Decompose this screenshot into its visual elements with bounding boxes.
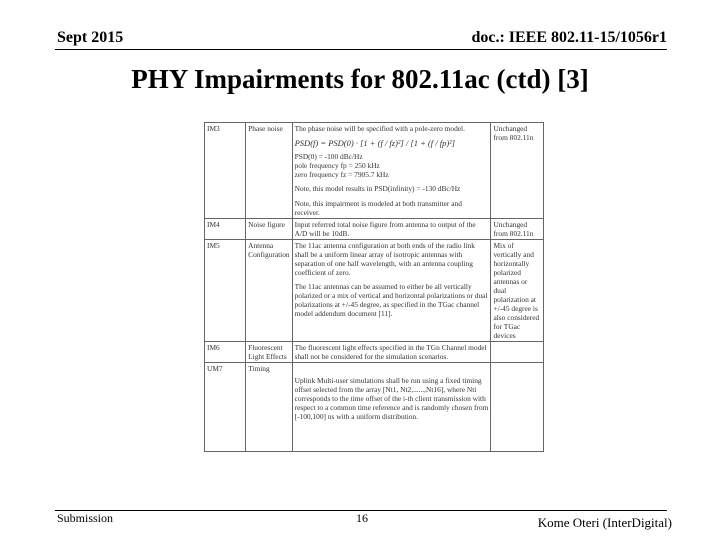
row-id: IM6 bbox=[205, 341, 246, 362]
row-id: IM5 bbox=[205, 239, 246, 341]
table-row bbox=[205, 239, 544, 341]
desc-line: The phase noise will be specified with a pole-zero model. bbox=[294, 124, 465, 133]
desc-line: The 11ac antenna configuration at both ends of the radio link shall be a uniform linear array of isotropic antennas with separation of one half wavelength, with an antenna coupling coefficient of zero. bbox=[294, 240, 475, 277]
table-row bbox=[205, 123, 544, 219]
row-note: Mix of vertically and horizontally polarized antennas or dual polarization at +/-45 degree is also considered for TGac devices bbox=[491, 239, 544, 341]
slide-title: PHY Impairments for 802.11ac (ctd) [3] bbox=[131, 64, 589, 94]
row-name: Noise figure bbox=[246, 218, 292, 239]
desc-line: zero frequency fz = 7905.7 kHz bbox=[294, 170, 389, 180]
footer-author: Kome Oteri (InterDigital) bbox=[537, 515, 672, 530]
table-row bbox=[205, 218, 544, 239]
row-id: IM3 bbox=[205, 123, 246, 219]
desc-line: Uplink Multi-user simulations shall be run using a fixed timing offset selected from the array [Nt1, Nt2,......,Nt16], where Nti corresponds to the time offset of the i-th client transmission with respect to a common time reference and is randomly chosen from [-100,100] ns with a uniform distribution. bbox=[294, 376, 489, 422]
desc-line: Note, this impairment is modeled at both transmitter and receiver. bbox=[294, 198, 462, 217]
row-note bbox=[491, 341, 544, 362]
row-name: Antenna Configuration bbox=[246, 239, 292, 341]
header-date: Sept 2015 bbox=[57, 29, 124, 46]
impairments-table bbox=[204, 122, 544, 452]
table-row bbox=[205, 363, 544, 452]
row-id: UM7 bbox=[205, 363, 246, 452]
row-note: Unchanged from 802.11n bbox=[491, 123, 544, 219]
desc-line: Note, this model results in PSD(infinity) = -130 dBc/Hz bbox=[294, 184, 461, 194]
footer-submission: Submission bbox=[57, 511, 114, 525]
desc-line: pole frequency fp = 250 kHz bbox=[294, 161, 380, 171]
row-id: IM4 bbox=[205, 218, 246, 239]
row-description bbox=[292, 218, 491, 239]
row-description bbox=[292, 123, 491, 219]
desc-line: Input referred total noise figure from antenna to output of the A/D will be 10dB. bbox=[294, 219, 476, 238]
header-rule bbox=[55, 49, 667, 50]
row-name: Fluorescent Light Effects bbox=[246, 341, 292, 362]
row-description bbox=[292, 341, 491, 362]
psd-formula: PSD(f) = PSD(0) · [1 + (f / fz)²] / [1 + (f / fp)²] bbox=[294, 138, 456, 149]
row-name: Phase noise bbox=[246, 123, 292, 219]
desc-line: PSD(0) = -100 dBc/Hz bbox=[294, 152, 363, 162]
row-description bbox=[292, 239, 491, 341]
desc-line: The 11ac antennas can be assumed to either be all vertically polarized or a mix of vertical and horizontal polarizations or dual polarizations at +/-45 degree, as specified in the TGac channel model addendum document [11]. bbox=[294, 281, 488, 318]
table-row bbox=[205, 341, 544, 362]
page-number: 16 bbox=[356, 511, 368, 525]
row-description bbox=[292, 363, 491, 452]
row-note bbox=[491, 363, 544, 452]
row-name: Timing bbox=[246, 363, 292, 452]
desc-line: The fluorescent light effects specified in the TGn Channel model shall not be considered for the simulation scenarios. bbox=[294, 342, 487, 362]
row-note: Unchanged from 802.11n bbox=[491, 218, 544, 239]
header-doc-id: doc.: IEEE 802.11-15/1056r1 bbox=[471, 29, 667, 46]
